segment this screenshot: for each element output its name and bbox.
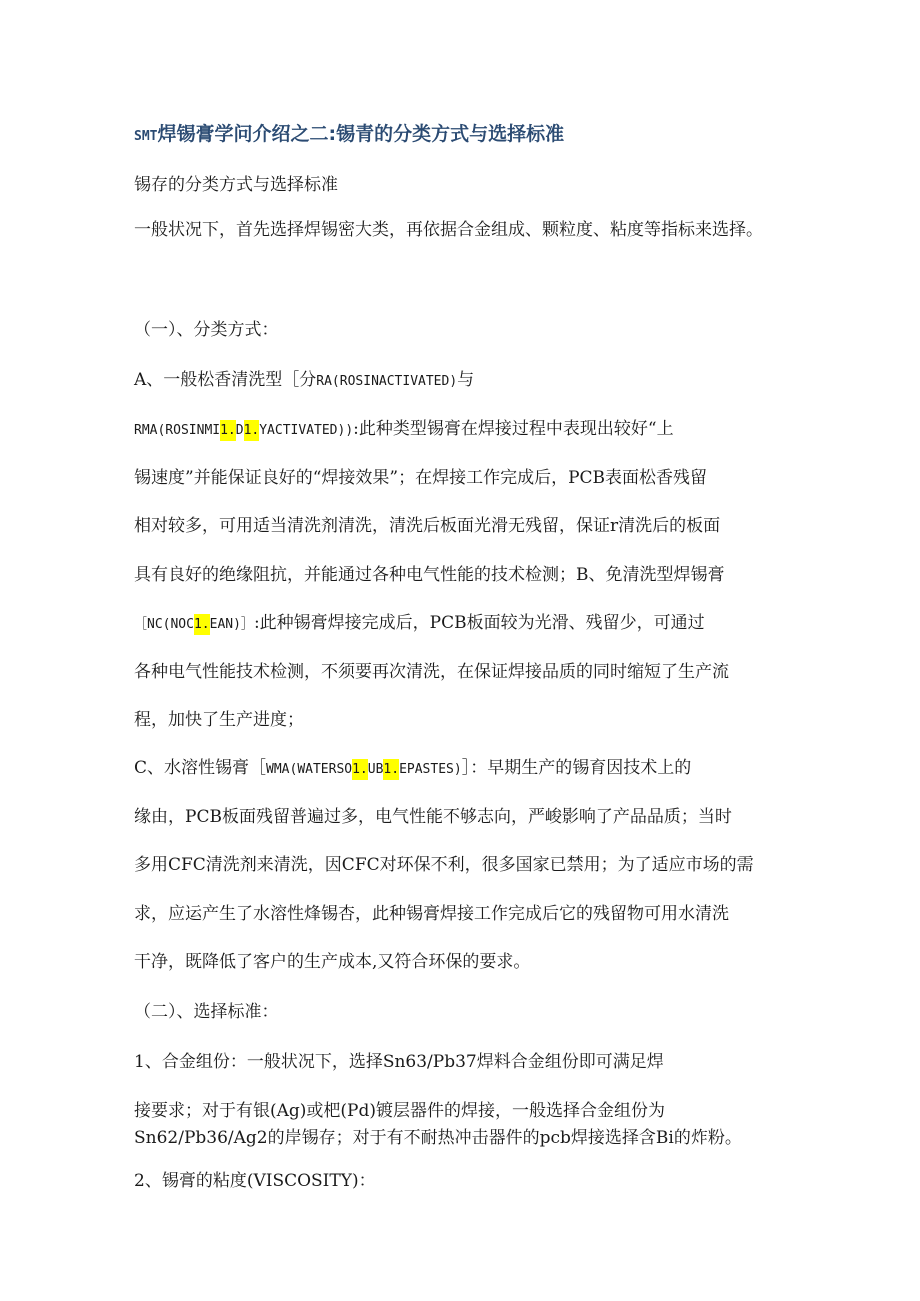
- section1-heading: （一）、分类方式：: [134, 320, 279, 340]
- title-prefix: SMT: [134, 129, 158, 144]
- highlight-mark: 1.: [244, 420, 260, 441]
- c-line-3: 多用CFC清洗剂来清洗，因CFC对环保不利，很多国家已禁用；为了适应市场的需: [134, 855, 754, 875]
- a-line-1: A、一般松香清洗型［分RA(ROSINACTIVATED)与: [134, 370, 475, 390]
- a-line-4: 相对较多，可用适当清洗剂清洗，清洗后板面光滑无残留，保证r清洗后的板面: [134, 516, 721, 536]
- highlight-mark: 1.: [352, 759, 368, 780]
- section2-heading: （二）、选择标准：: [134, 1002, 279, 1022]
- b-line-2: 各种电气性能技术检测，不须要再次清洗，在保证焊接品质的同时缩短了生产流: [134, 662, 729, 682]
- a-line-2: RMA(ROSINMI1.D1.YACTIVATED)):此种类型锡膏在焊接过程中表现出较好“上: [134, 419, 674, 439]
- b-line-3: 程，加快了生产进度；: [134, 710, 304, 730]
- c-line-4: 求，应运产生了水溶性烽锡杏，此种锡膏焊接工作完成后它的残留物可用水清洗: [134, 904, 729, 924]
- intro-paragraph: 一般状况下，首先选择焊锡密大类，再依据合金组成、颗粒度、粘度等指标来选择。: [134, 220, 763, 240]
- a-line-5: 具有良好的绝缘阻抗，并能通过各种电气性能的技术检测；B、免清洗型焊锡膏: [134, 565, 725, 585]
- document-title: [134, 119, 564, 146]
- s1-line-1: 1、合金组份：一般状况下，选择Sn63∕Pb37焊料合金组份即可满足焊: [134, 1052, 664, 1072]
- highlight-mark: 1.: [383, 759, 399, 780]
- s2-line-1: 2、锡膏的粘度(VISCOSITY)：: [134, 1171, 376, 1191]
- c-line-1: C、水溶性锡膏［WMA(WATERSO1.UB1.EPASTES)］：早期生产的锡育因技术上的: [134, 758, 692, 778]
- s1-line-3: Sn62∕Pb36∕Ag2的岸锡存；对于有不耐热冲击器件的pcb焊接选择含Bi的炸粉。: [134, 1128, 742, 1148]
- subtitle: 锡存的分类方式与选择标准: [134, 175, 338, 195]
- highlight-mark: 1.: [194, 614, 210, 635]
- b-line-1: ［NC(NOC1.EAN)］:此种锡膏焊接完成后，PCB板面较为光滑、残留少，可通过: [134, 613, 705, 633]
- c-line-2: 缘由，PCB板面残留普遍过多，电气性能不够志向，严峻影响了产品品质；当时: [134, 807, 732, 827]
- title-main: 焊锡膏学问介绍之二:锡青的分类方式与选择标准: [157, 123, 565, 145]
- s1-line-2: 接要求；对于有银(Ag)或杷(Pd)镀层器件的焊接，一般选择合金组份为: [134, 1101, 666, 1121]
- highlight-mark: 1.: [220, 420, 236, 441]
- c-line-5: 干净，既降低了客户的生产成本,又符合环保的要求。: [134, 952, 531, 972]
- a-line-3: 锡速度”并能保证良好的“焊接效果”；在焊接工作完成后，PCB表面松香残留: [134, 468, 708, 488]
